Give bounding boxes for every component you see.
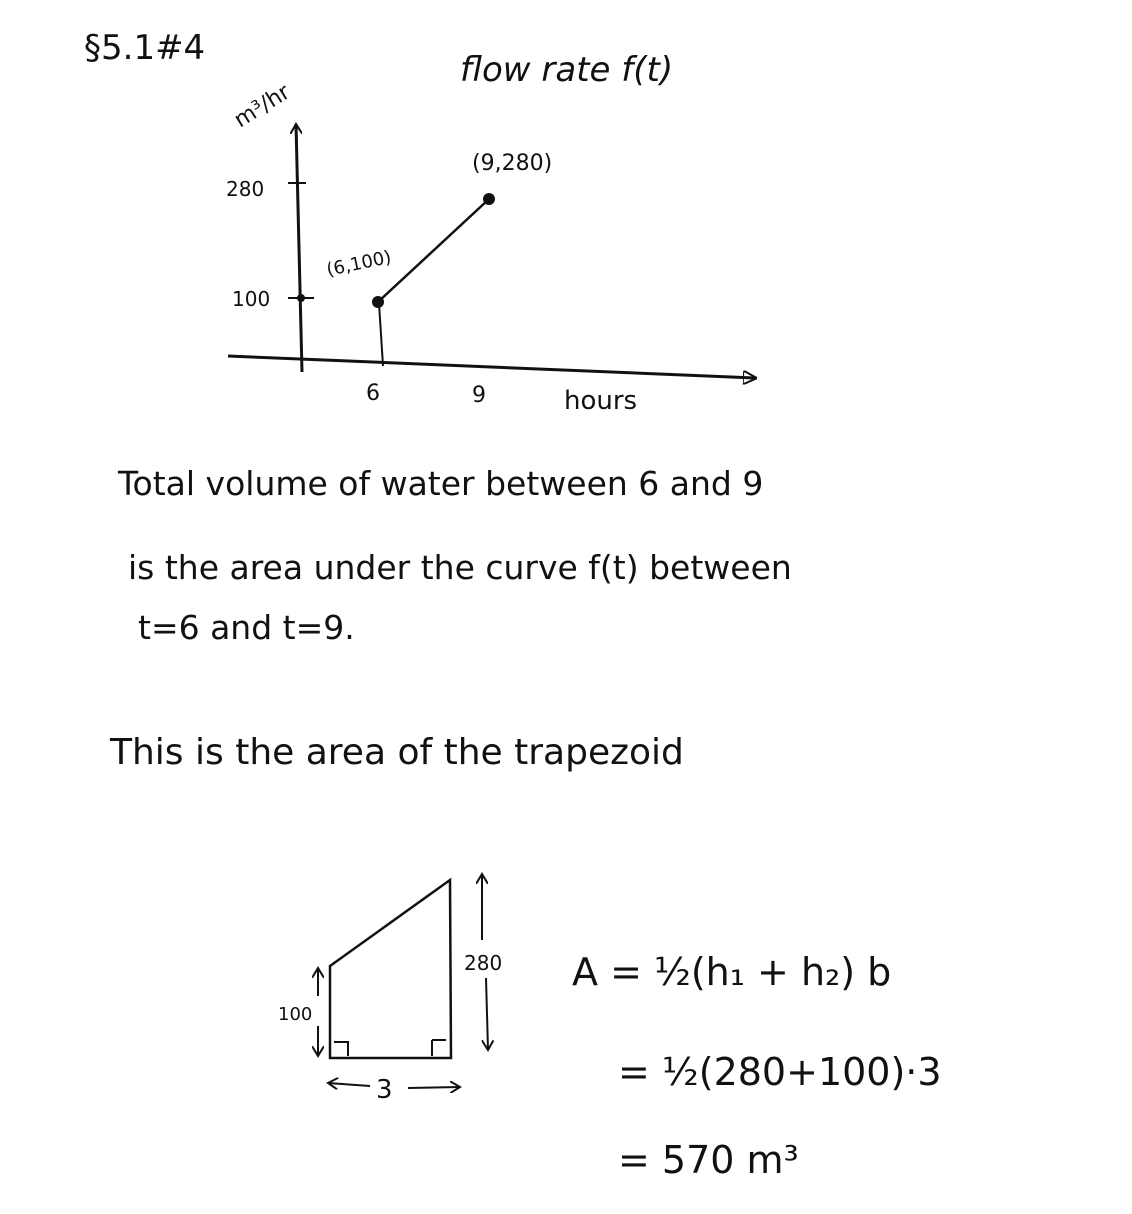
explanation-line-4: This is the area of the trapezoid xyxy=(110,732,684,773)
formula-line-1: A = ½(h₁ + h₂) b xyxy=(572,950,892,994)
trapezoid-right-height: 280 xyxy=(464,951,503,975)
base-arrow-right xyxy=(408,1087,460,1088)
explanation-line-3: t=6 and t=9. xyxy=(138,608,355,647)
right-angle-mark-left xyxy=(334,1042,348,1056)
trapezoid-shape xyxy=(330,880,451,1058)
problem-id: §5.1#4 xyxy=(84,28,206,68)
formula-line-3: = 570 m³ xyxy=(618,1138,799,1182)
graph-x-unit: hours xyxy=(564,386,638,416)
graph-y-tick-label-280: 280 xyxy=(226,177,265,201)
trapezoid-base: 3 xyxy=(376,1075,393,1105)
graph-point-label-9-280: (9,280) xyxy=(472,151,553,176)
explanation-line-1: Total volume of water between 6 and 9 xyxy=(118,464,764,503)
graph-y-unit: m³/hr xyxy=(229,79,295,134)
base-arrow-left xyxy=(328,1083,370,1086)
graph-x-tick-label-9: 9 xyxy=(472,383,486,408)
graph-y-tick-label-100: 100 xyxy=(232,287,271,311)
right-angle-mark-right xyxy=(432,1040,446,1056)
formula-line-2: = ½(280+100)·3 xyxy=(618,1050,942,1094)
graph-x-tick-label-6: 6 xyxy=(366,381,380,406)
right-height-arrow-down xyxy=(486,978,488,1050)
graph-title: flow rate f(t) xyxy=(460,50,674,90)
trapezoid-left-height: 100 xyxy=(278,1004,313,1025)
explanation-line-2: is the area under the curve f(t) between xyxy=(128,548,792,587)
graph-point-label-6-100: (6,100) xyxy=(324,246,394,281)
